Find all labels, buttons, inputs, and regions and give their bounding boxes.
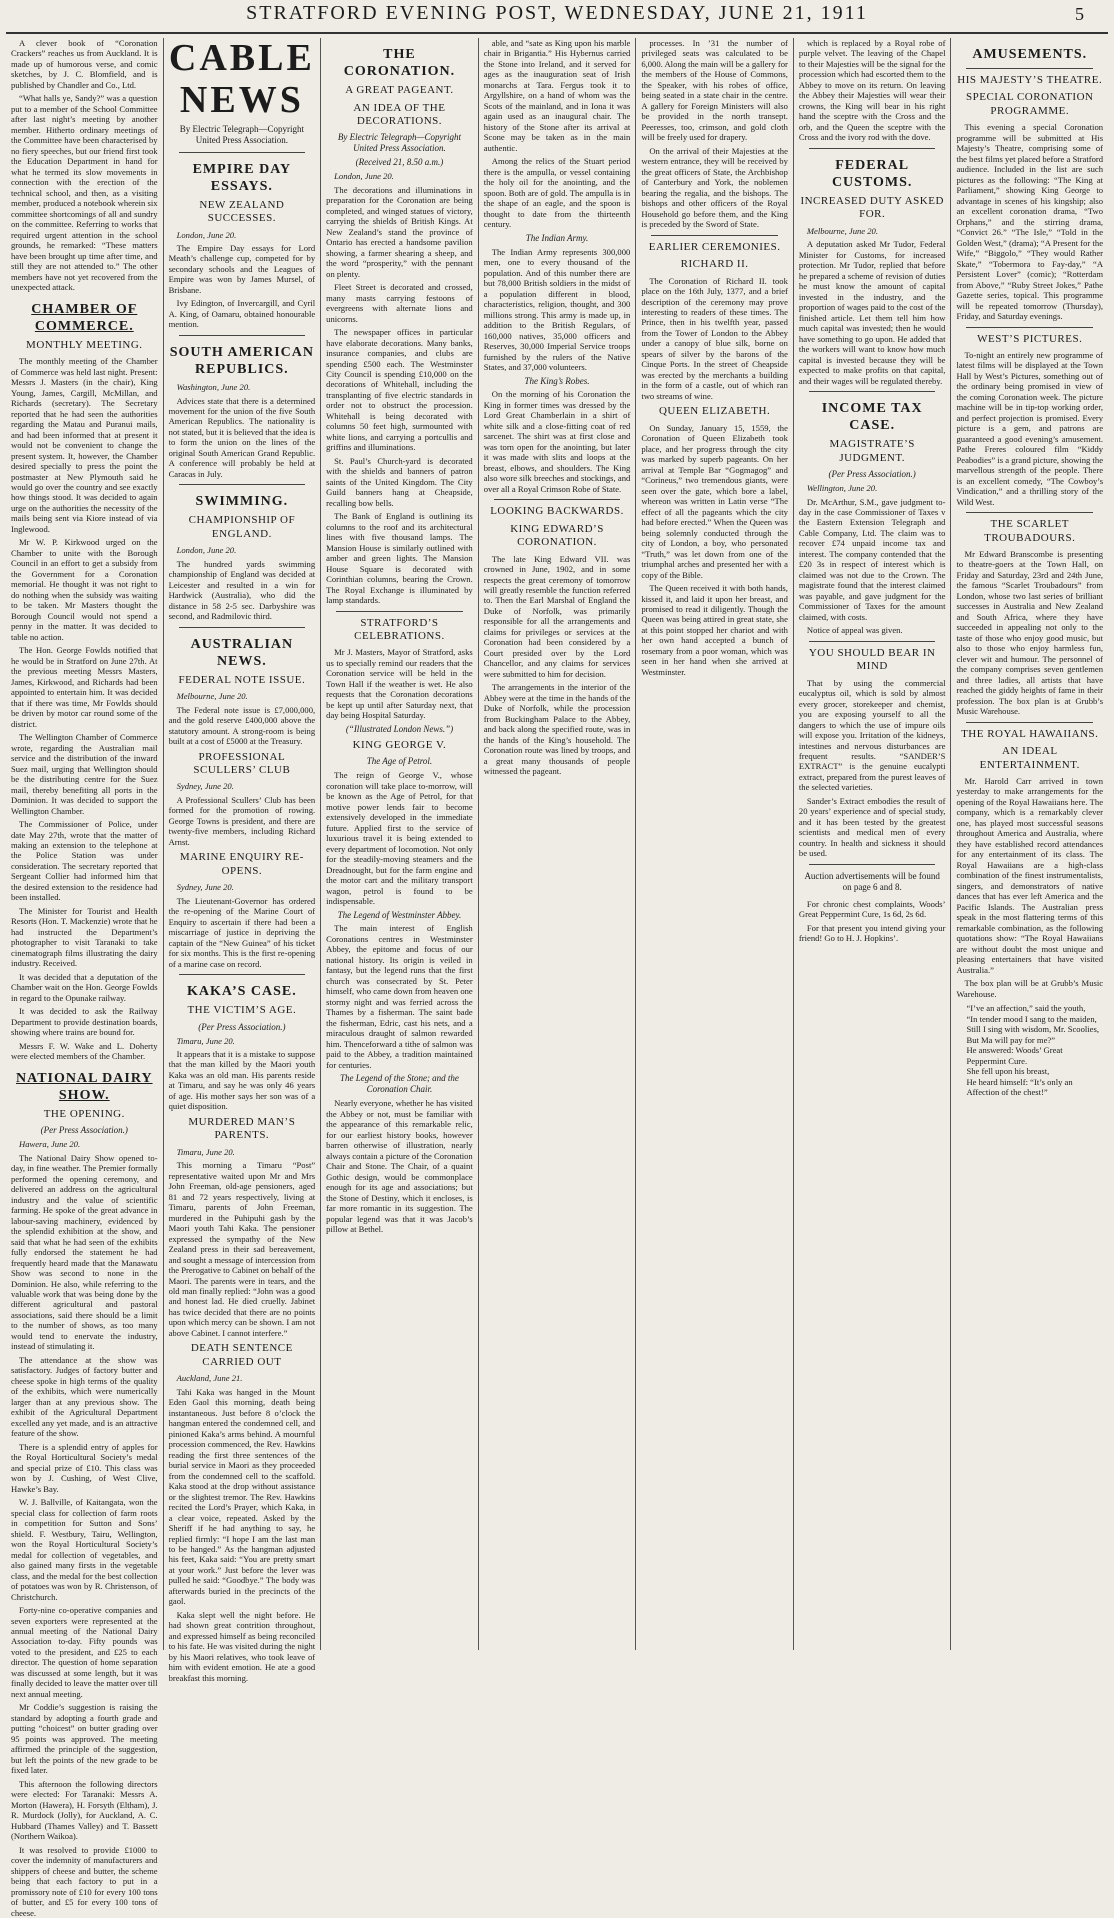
paragraph: The Queen received it with both hands, kissed it, and laid it upon her breast, and promised to read it diligently. Though the Queen was being attired in great state, she at this point stopped her chariot and with her own hand accepted a bunch of rosemary from a poor woman, which was seen in her hand when she arrived at Westminster. xyxy=(641,583,788,677)
article-school-committee: “What halls ye, Sandy?” was a question put to a member of the School Committee after last night’s meeting by another member. Hitherto ordinary meetings of the Committee have been characterised by no fiery speeches, but our friend first took the Education Department in hand for what he termed its slow movements in connection with the erection of the technical school, and then, as a visiting member, produced a notebook wherein six committee shortcomings of all and sundry on the committee. Referring to works that required urgent attention in the school grounds, he remarked: “These matters have been brought up time after time, and still they are not attended to.” The other members have not yet recovered from the unexpected attack. xyxy=(11,93,158,293)
column-7 xyxy=(951,38,1108,1650)
divider xyxy=(966,68,1093,69)
heading-federal-customs: FEDERAL CUSTOMS. xyxy=(831,157,913,190)
subheading: A GREAT PAGEANT. xyxy=(345,84,454,97)
paragraph: The Bank of England is outlining its columns to the roof and its architectural lines with five thousand lamps. The Mansion House is similarly outlined with amber and green lights. The Mansion House Square is decorated with Corinthian columns, bearing the Crown. The Royal Exchange is illuminated by lamp standards. xyxy=(326,511,473,606)
divider xyxy=(966,512,1093,513)
paragraph: That by using the commercial eucalyptus oil, which is sold by almost every grocer, storekeeper and chemist, you are exposing yourself to all the dangers to which the use of impure oils will expose you. Irritation of the kidneys, intestines and nervous disturbances are frequent results. “SANDER’S EXTRACT” is the genuine eucalypti extract, prepared from the purest leaves of the selected varieties. xyxy=(798,677,946,793)
poem-line: “In tender mood I sang to the maiden, xyxy=(966,1013,1097,1024)
dateline: Sydney, June 20. xyxy=(176,781,234,792)
masthead-rule xyxy=(6,32,1108,34)
dateline: Melbourne, June 20. xyxy=(176,691,248,702)
paragraph: To-night an entirely new programme of latest films will be displayed at the Town Hall by West’s Pictures, something out of the ordinary being promised in view of the coming Coronation week. The picture machine will be in tip-top working order, and perfect projection is promised. Every picture is a gem, and patrons are guaranteed a good evening’s amusement. Pathe Freres coloured film “Kiddy Peabodies” is a grand picture, showing the marvellous strength of the people. There is an excellent comedy, “The Cowboy’s Vindication,” and a thrilling story of the Wild West. xyxy=(956,349,1104,507)
paragraph: The Hon. George Fowlds notified that he would be in Stratford on June 27th. At the previous meeting Messrs Masters, James, Kirkwood, and Richards had been appointed to entertain him. It was decided that if there was time, Mr Fowlds should be driven by motor car round some of the district. xyxy=(11,645,158,729)
paragraph: This morning a Timaru “Post” representative waited upon Mr and Mrs John Freeman, old-age pensioners, aged 81 and 72 years respectively, living at Timaru, parents of John Freeman, murdered in the Puhipuhi gash by the Maori youth Tahi Kaka. The pensioner expressed the sympathy of the New Zealand press in their sad bereavement, and sought a message of intercession from the Prerogative to Cabinet on behalf of the Maori. The parents were in tears, and the old man finally replied: “John was a good and honest lad. He died cruelly. Jabinet has twice decided that there are no points upon which mercy can be shown. I am not above Cabinet. I cannot interfere.” xyxy=(168,1160,316,1338)
paragraph: The Coronation of Richard II. took place on the 16th July, 1377, and a brief description of the ceremony may prove interesting to readers of these times. The Prince, then in his twelfth year, passed from the Tower of London to the Abbey under a canopy of blue silk, borne on spears of silver by the barons of the Cinque Ports. In the street of Cheapside was erected by the merchants a building in the form of a castle, out of which ran two streams of wine. xyxy=(641,275,788,401)
paragraph: It appears that it is a mistake to suppose that the man killed by the Maori youth Kaka was an old man. His parents reside at Timaru, and say he was only 46 years of age. His mother says her son was of a quiet disposition. xyxy=(168,1048,316,1112)
heading-income-tax: INCOME TAX CASE. xyxy=(821,401,923,434)
heading-swimming: SWIMMING. xyxy=(195,494,289,510)
poem-line: He answered: Woods’ Great Peppermint Cure. xyxy=(966,1045,1063,1066)
paragraph: The arrangements in the interior of the Abbey were at the time in the hands of the Duke of Norfolk, while the procession from Buckingham Palace to the Abbey, and back along the specified route, was in the hands of the King’s household. The Coronation route was lined by troops, and a great many thousands of people witnessed the pageant. xyxy=(483,682,631,777)
divider xyxy=(966,722,1093,723)
masthead-title: STRATFORD EVENING POST, WEDNESDAY, JUNE 21, 1911 xyxy=(246,1,868,24)
divider xyxy=(809,641,936,642)
paragraph: W. J. Ballville, of Kaitangata, won the special class for collection of farm roots in competition for Sutton and Sons’ shield. F. Westbury, Tairu, Wellington, won the Royal Horticultural Society’s medal for collection of vegetables, and also gained many firsts in the vegetable class, and the medal for the best collection of potatoes was won by R. Christenson, of Christchurch. xyxy=(11,1497,158,1602)
paragraph: The National Dairy Show opened to-day, in fine weather. The Premier formally performed the opening ceremony, and delivered an address on the agricultural industry and the value of scientific farming. He spoke of the great advance in labour-saving machinery, evidenced by the splendid exhibition at the show, and said that what he had seen of the exhibits fully endorsed the statement he had frequently heard made that the Manawatu Show was second to none in the Dominion. He also, while referring to the valuable work that was being done by the different agricultural and pastoral associations, said there should be a limit to the number of shows, as too many would tend to enervate the industry, instead of stimulating it. xyxy=(11,1152,158,1352)
heading-south-america: SOUTH AMERICAN REPUBLICS. xyxy=(169,344,315,377)
subheading: The Age of Petrol. xyxy=(366,756,433,767)
dateline: London, June 20. xyxy=(334,171,394,182)
dateline: Wellington, June 20. xyxy=(806,483,878,494)
paragraph: Ivy Edington, of Invercargill, and Cyril A. King, of Oamaru, obtained honourable mention. xyxy=(168,298,316,330)
column-5 xyxy=(636,38,794,1650)
subheading: HIS MAJESTY’S THEATRE. xyxy=(957,74,1103,87)
heading-cable-news: CABLE NEWS xyxy=(168,37,315,121)
paragraph: The box plan will be at Grubb’s Music Warehouse. xyxy=(956,978,1104,999)
agency: (Per Press Association.) xyxy=(828,469,916,480)
paragraph: Mr Coddie’s suggestion is raising the standard by adopting a fourth grade and putting “choicest” on butter grading over 95 points was approved. The meeting affirmed the principle of the suggestion, but left the points of the new grade to be fixed later. xyxy=(11,1702,158,1776)
dateline: Auckland, June 21. xyxy=(176,1373,243,1384)
article-crackers: A clever book of “Coronation Crackers” reaches us from Auckland. It is made up of humorous verse, and comic sketches, by J. C. Blomfield, and is published by Chandler and Co., Ltd. xyxy=(11,38,158,90)
page-number: 5 xyxy=(1075,4,1086,24)
heading-amusements: AMUSEMENTS. xyxy=(972,47,1088,62)
divider xyxy=(179,974,306,975)
poem-line: She fell upon his breast, xyxy=(966,1066,1050,1077)
heading-coronation: THE CORONATION. xyxy=(343,47,456,80)
subheading: The King’s Robes. xyxy=(524,375,590,386)
masthead xyxy=(0,0,1114,26)
paragraph: The main interest of English Coronations centres in Westminster Abbey, the epitome and focus of our national history. Its origin is veiled in fantasy, but the legend runs that the first church was consecrated by St. Peter himself, who came down from heaven one stormy night and was ferried across the Thames by a fisherman. The saint bade the fisherman, Edric, cast his nets, and a miraculous draught of salmon rewarded him. Thenceforward a tithe of salmon was paid to the Abbey, a tradition maintained for centuries. xyxy=(326,923,473,1070)
subheading: INCREASED DUTY ASKED FOR. xyxy=(800,195,944,221)
heading-marine: MARINE ENQUIRY RE-OPENS. xyxy=(179,851,304,877)
paragraph: There is a splendid entry of apples for the Royal Horticultural Society’s medal and special prize of £10. This class was won by J. Cushing, of West Clive, Hawke’s Bay. xyxy=(11,1441,158,1494)
divider xyxy=(809,148,936,149)
paragraph: The Empire Day essays for Lord Meath’s challenge cup, competed for by secondary schools and the Leagues of Empire was won by James Mursel, of Brisbane. xyxy=(168,242,316,295)
paragraph: Messrs F. W. Wake and L. Doherty were elected members of the Chamber. xyxy=(11,1040,158,1062)
paragraph: which is replaced by a Royal robe of purple velvet. The leaving of the Chapel to their Majesties will be the signal for the procession which had escorted them to the Abbey to move on its return. On leaving the Abbey their Majesties will wear their crowns, the King will bear in his right hand the sceptre with the Cross and the orb, and the Queen the sceptre with the Cross and the ivory rod with the dove. xyxy=(798,38,946,143)
divider xyxy=(809,864,936,865)
subheading-empire: NEW ZEALAND SUCCESSES. xyxy=(199,198,285,225)
paragraph: Kaka slept well the night before. He had shown great contrition throughout, and expressed himself as being reconciled to his fate. He was visited during the night by his Maori relatives, who took leave of him with evident emotion. He ate a good breakfast this morning. xyxy=(168,1609,316,1683)
dateline: Washington, June 20. xyxy=(176,382,251,393)
paragraph: processes. In ’31 the number of privileged seats was calculated to be 6,000. Along the main will be a gallery for the members of the House of Commons, the Speaker, with his robes of office, being seated in a state chair in the centre. A gallery for Foreign Ministers will also be provided in the north transept. Peeresses, too, crimson, and gold cloth will be freely used for drapery. xyxy=(641,38,788,143)
dateline: London, June 20. xyxy=(176,545,237,556)
credit: By Electric Telegraph—Copyright United Press Association. xyxy=(179,123,304,145)
divider xyxy=(651,235,778,236)
paragraph: The attendance at the show was satisfactory. Judges of factory butter and cheese spoke in high terms of the quality of the exhibits, which were numerically larger than at any previous show. The exhibit of the Agricultural Department excelled any yet made, and is an attractive feature of the show. xyxy=(11,1354,158,1439)
source: (“Illustrated London News.”) xyxy=(345,723,454,734)
dateline: Hawera, June 20. xyxy=(19,1139,81,1150)
paragraph: It was resolved to provide £1000 to cover the indemnity of manufacturers and shippers of cheese and butter, the scheme being that each factory to put in a promissory note of £10 for every 100 tons of butter, and £5 for every 100 tons of cheese. xyxy=(11,1844,158,1918)
divider xyxy=(179,152,306,153)
heading-wests: WEST’S PICTURES. xyxy=(977,332,1083,345)
dateline: London, June 20. xyxy=(176,229,237,240)
subheading-chamber: MONTHLY MEETING. xyxy=(26,338,143,351)
paragraph: The Wellington Chamber of Commerce wrote, regarding the Australian mail service and the distribution of the inward Suez mail, urging that Wellington should be the distributing centre for the Suez mail, thereby benefiting all ports in the Dominion. It was decided to support the Wellington Chamber. xyxy=(11,732,158,816)
paragraph: The Indian Army represents 300,000 men, one to every thousand of the population. And of this number there are but 78,000 British soldiers in the midst of a population different in blood, characteristics, religion, thought, and 300 millions strong. This army is made up, in addition to the British Regulars, of 160,000 natives, 35,000 officers and Reserves, 30,000 Imperial Service troops furnished by the rulers of the Native States, and 37,000 volunteers. xyxy=(483,246,631,373)
heading-hawaiians: THE ROYAL HAWAIIANS. xyxy=(961,727,1099,740)
divider xyxy=(809,391,936,392)
poem-line: Still I sing with wisdom, Mr. Scoolies, xyxy=(966,1024,1099,1035)
subheading-australian: FEDERAL NOTE ISSUE. xyxy=(178,673,306,686)
heading-scullers: PROFESSIONAL SCULLERS’ CLUB xyxy=(193,750,291,777)
subheading-kaka: THE VICTIM’S AGE. xyxy=(187,1004,297,1017)
poem-line: He heard himself: “It’s only an xyxy=(966,1076,1073,1087)
paragraph: This evening a special Coronation programme will be submitted at His Majesty’s Theatre, comprising some of the best films yet placed before a Stratford audience. Included in the list are such pictures as the following: “The King at Parliament,” showing King George to advantage in scenes of his kingship; also an excellent coronation drama, “Two Orphans,” and the stirring drama, “Convict 26.” “The Isle,” “Told in the Golden West,” (drama); “A Present for the Wife,” “Biggolo,” “They would Rather Skate,” “Tobermora to Fay-day,” “A Persistent Lover” (comic); “Rotterdam from Above,” “Ruby Street Jokes,” Pathe Gazette series, topical. This programme will be repeated tomorrow (Thursday), Friday, and Saturday evenings. xyxy=(956,122,1104,322)
heading-stratford: STRATFORD’S CELEBRATIONS. xyxy=(354,616,445,643)
paragraph: On Sunday, January 15, 1559, the Coronation of Queen Elizabeth took place, and her progress through the city was marked by superb pageants. On her arrival at Temple Bar “Gogmagog” and “Corineus,” two tremendous giants, were seen over the gate, which bore a label, whereon was written in Latin verse “The effect of all the pageants which the city had before erected.” When the Queen was being solemnly conducted through the city of London, a boy, who personated “Truth,” was let down from one of the triumphal arches and presented her with a copy of the Bible. xyxy=(641,422,788,580)
paragraph: Mr. Harold Carr arrived in town yesterday to make arrangements for the opening of the Royal Hawaiians here. The company, which is a remarkably clever one, has played most successful seasons throughout America and Australia, where they have established record attendances for any entertainment of its class. The Royal Hawaiians are a high-class combination of the finest instrumentalists, singers, and demonstrators of native dances that has ever left America and the Pacific Islands. The Australian press speak in the most flattering terms of this remarkable combination, as the following quotations show: “The Royal Hawaiians are without doubt the most unique and pleasing entertainers that have visited Australia.” xyxy=(956,775,1104,975)
subheading: AN IDEA OF THE DECORATIONS. xyxy=(353,101,446,127)
subheading-swimming: CHAMPIONSHIP OF ENGLAND. xyxy=(188,514,296,540)
ad-chest: For chronic chest complaints, Woods’ Great Peppermint Cure, 1s 6d, 2s 6d. xyxy=(798,898,946,920)
heading-murdered: MURDERED MAN’S PARENTS. xyxy=(188,1115,296,1142)
divider xyxy=(179,627,306,628)
columns xyxy=(6,37,1108,1918)
heading-death-sentence: DEATH SENTENCE CARRIED OUT xyxy=(190,1342,293,1368)
column-1 xyxy=(6,38,164,1918)
paragraph: A deputation asked Mr Tudor, Federal Minister for Customs, for increased protection. Mr Tudor, replied that before he prepared a scheme of revision of duties he must know the amount of capital invested in the industry, and the proportion of wages paid to the cost of the finished article. Let them tell him how much capital was invested; then he would have something to go upon. He added that the workers will want to know how much capital is invested because they will be expected to make profits on that capital, and their wages will be regulated thereby. xyxy=(798,239,946,386)
paragraph: Sander’s Extract embodies the result of 20 years’ experience and of special study, and it has been tested by the greatest scientists and medical men of every country. In health and sickness it should be used. xyxy=(798,795,946,859)
auction-notice: Auction advertisements will be found on page 6 and 8. xyxy=(804,870,940,892)
divider xyxy=(179,484,306,485)
paragraph: Tahi Kaka was hanged in the Mount Eden Gaol this morning, death being instantaneous. Just before 8 o’clock the hangman entered the condemned cell, and pinioned Kaka’s arms behind. A mournful procession commenced, the Rev. Hawkins reading the first three sentences of the burial service in Maori as they proceeded from the condemned cell to the scaffold. Kaka stood at the drop without assistance or the slightest tremor. The Rev. Hawkins recited the Lord’s Prayer, which Kaka, in a clear voice, repeated. Asked by the Sheriff if he had anything to say, he replied firmly: “I hope I am the last man to be hanged.” As the hangman adjusted his feet, Kaka said: “You are pretty smart at your work.” Just before the lever was pulled he said: “Goodbye.” The body was afterwards buried in the precincts of the gaol. xyxy=(168,1386,316,1607)
paragraph: The monthly meeting of the Chamber of Commerce was held last night. Present: Messrs J. Masters (in the chair), King Young, James, Cargill, McMillan, and Richards (secretary). The Secretary reported that he had seen the authorities regarding the Matau and Puranui mails, and had been informed that at present it would not be convenient to change the present system. It, however, the Chamber desired specially to press the point the postmaster at New Plymouth said he would go over the country and see exactly how things stood. It was decided to again urge on the authorities the necessity of the mails being sent via Kiore instead of via Inglewood. xyxy=(11,356,158,534)
paragraph: The decorations and illuminations in preparation for the Coronation are being completed, and winged statues of victory, carrying the shields of British Kings. At New Zealand’s stand the province of Ontario has erected a handsome pavilion showing, a farmer shearing a sheep, and the word “prosperity,” with the pennant on plenty. xyxy=(326,184,473,279)
heading-chamber: CHAMBER OF COMMERCE. xyxy=(31,301,138,334)
dateline: Timaru, June 20. xyxy=(176,1146,235,1157)
subheading: The Indian Army. xyxy=(525,232,589,243)
poem-line: But Ma will pay for me?” xyxy=(966,1034,1056,1045)
paragraph: Nearly everyone, whether he has visited the Abbey or not, must be familiar with the appearance of this remarkable relic, for our earliest history books, however barren otherwise of illustration, nearly always contain a picture of the Coronation Chair and Stone. The Chair, of a quaint Gothic design, would be commonplace enough for its age and associations; but the Stone of Destiny, which it encloses, is far more romantic in its suggestion. The popular legend was that it was Jacob’s pillow at Bethel. xyxy=(326,1098,473,1234)
paragraph: The Commissioner of Police, under date May 27th, wrote that the matter of making an extension to the telephone at the Police Station was under consideration. The secretary reported that Sergeant Collier had informed him that the desired extension to the residence had been installed. xyxy=(11,819,158,903)
subheading: RICHARD II. xyxy=(680,258,749,271)
heading-dairy: NATIONAL DAIRY SHOW. xyxy=(16,1070,153,1103)
subheading-dairy: THE OPENING. xyxy=(43,1107,125,1120)
heading-australian: AUSTRALIAN NEWS. xyxy=(190,636,294,669)
heading-empire: EMPIRE DAY ESSAYS. xyxy=(192,161,292,194)
received: (Received 21, 8.50 a.m.) xyxy=(355,157,444,168)
subheading: The Legend of the Stone; and the Coronation Chair. xyxy=(339,1073,459,1095)
subheading: MAGISTRATE’S JUDGMENT. xyxy=(829,438,915,464)
paragraph: The Minister for Tourist and Health Resorts (Hon. T. Mackenzie) wrote that he had instructed the Department’s photographer to visit Taranaki to take cinematograph films illustrating the dairy industry. Received. xyxy=(11,905,158,969)
divider xyxy=(966,327,1093,328)
poem-line: Affection of the chest!” xyxy=(966,1087,1048,1097)
agency: (Per Press Association.) xyxy=(40,1125,128,1136)
paragraph: Mr Edward Branscombe is presenting to theatre-goers at the Town Hall, on Friday and Saturday, 23rd and 24th June, the famous “Scarlet Troubadours” from London, whose two last series of brilliant successes in Australia and New Zealand and South Africa, where they have succeeded in appealing not only to the taste of those who enjoy good music, but also to those who enjoy harmless fun, clever wit and humour. The personnel of the company comprises seven gentlemen and three ladies, all artists that have reached the giddy heights of fame in their profession. The box plan is at Grubb’s Music Warehouse. xyxy=(956,548,1104,717)
agency: (Per Press Association.) xyxy=(198,1021,286,1032)
heading-bear-in-mind: YOU SHOULD BEAR IN MIND xyxy=(808,646,936,673)
column-4 xyxy=(479,38,637,1650)
paragraph: Mr J. Masters, Mayor of Stratford, asks us to specially remind our readers that the Coronation service will be held in the Town Hall if the weather is wet. He also requests that the Coronation decorations be kept up until after Saturday next, that day being Hospital Saturday. xyxy=(326,647,473,721)
dateline: Sydney, June 20. xyxy=(176,882,234,893)
heading-earlier-ceremonies: EARLIER CEREMONIES. xyxy=(648,240,781,253)
heading-looking-backwards: LOOKING BACKWARDS. xyxy=(490,505,624,518)
paragraph: Among the relics of the Stuart period there is the ampulla, or vessel containing the holy oil for the anointing, and the spoon. Both are of gold. The ampulla is in the shape of an eagle, and the spoon is thought to date from the thirteenth century. xyxy=(483,156,631,230)
paragraph: The newspaper offices in particular have elaborate decorations. Many banks, insurance companies, and clubs are spending £500 each. The Westminster City Council is spending £10,000 on the decorations of Whitehall, including the transplanting of five electric standards in order not to obstruct the procession. Whitehall is being decorated with columns 50 feet high, surmounted with white lions, and carrying a portcullis and griffins and illuminations. xyxy=(326,327,473,453)
paragraph: Mr W. P. Kirkwood urged on the Chamber to unite with the Borough Council in an effort to get a subsidy from the Government for a Coronation memorial. He thought it was not right to do nothing when the subsidy was waiting to be taken. Mr Masters thought the Borough Council would not spend a penny in the matter. It was decided to table no action. xyxy=(11,537,158,642)
paragraph: The late King Edward VII. was crowned in June, 1902, and in some respects the great ceremony of tomorrow will greatly resemble the function referred to. Then the Earl Marshal of England the Duke of Norfolk, was primarily responsible for all the arrangements and claims for privileges or services at the Coronation had been considered by a Court presided over by the Lord Chancellor, and any claims for services were submitted to him for decision. xyxy=(483,553,631,679)
paragraph: The Federal note issue is £7,000,000, and the gold reserve £400,000 above the statutory amount. A strong-room is being built at a cost of £5000 at the Treasury. xyxy=(168,704,316,747)
paragraph: On the morning of his Coronation the King in former times was dressed by the Lord Great Chamberlain in a shirt of white silk and a close-fitting coat of red sarcenet. The shirt was at first close and was torn open for the anointing, but later it was made with slits and loops at the breast, elbows, and shoulders. The King also wore silk breeches and stockings, and over all a Royal Crimson Robe of State. xyxy=(483,389,631,494)
column-2 xyxy=(164,37,322,1683)
paragraph: A Professional Scullers’ Club has been formed for the promotion of rowing. George Towns is president, and there are twenty-five members, including Richard Arnst. xyxy=(168,794,316,847)
paragraph: Notice of appeal was given. xyxy=(806,625,903,636)
paragraph: The hundred yards swimming championship of England was decided at Leicester and resulted in a win for Hardwick (Australia), who did the distance in 58 2-5 sec. Darbyshire was second, and Radmilovic third. xyxy=(168,558,316,622)
column-3 xyxy=(321,38,479,1650)
subheading: The Legend of Westminster Abbey. xyxy=(337,909,462,920)
dateline: Melbourne, June 20. xyxy=(806,225,879,236)
paragraph: This afternoon the following directors were elected: For Taranaki: Messrs A. Morton (Hawera), H. Forsyth (Eltham), J. R. Murdock (Jolly), for Auckland, A. C. Hubbard (Thames Valley) and T. Bassett (Northern Waikoa). xyxy=(11,1778,158,1842)
heading-kaka: KAKA’S CASE. xyxy=(186,984,297,1000)
subheading: SPECIAL CORONATION PROGRAMME. xyxy=(966,91,1094,117)
column-6 xyxy=(794,38,952,1650)
credit: By Electric Telegraph—Copyright United Press Association. xyxy=(337,132,462,154)
paragraph: On the arrival of their Majesties at the western entrance, they will be received by the great officers of State, the Archbishop of Canterbury and York, the noblemen bearing the regalia, and the bishops. The bishops and other officers of the Royal Household go before them, and the King is preceded by the Sword of State. xyxy=(641,145,788,230)
divider xyxy=(494,499,621,500)
paragraph: Dr. McArthur, S.M., gave judgment to-day in the case Commissioner of Taxes v the Eastern Extension Telegraph and Cable Company, Ltd. The claim was to recover £74 unpaid income tax and interest. The company contended that the £20 3s in respect of interest which is claimed was not due to the Crown. The magistrate found that the interest claimed was payable, and gave judgment for the Commissioner of Taxes for the amount claimed, with costs. xyxy=(798,496,946,622)
paragraph: The Lieutenant-Governor has ordered the re-opening of the Marine Court of Enquiry to ascertain if there had been a miscarriage of justice in depriving the captain of the “New Guinea” of his ticket for six months. This is the first re-opening of a marine case on record. xyxy=(168,895,316,969)
divider xyxy=(179,335,306,336)
paragraph: It was decided that a deputation of the Chamber wait on the Hon. George Fowlds in regard to the Opunake railway. xyxy=(11,971,158,1003)
divider xyxy=(336,611,463,612)
subheading: AN IDEAL ENTERTAINMENT. xyxy=(979,745,1080,771)
subheading: QUEEN ELIZABETH. xyxy=(658,405,771,418)
paragraph: The reign of George V., whose coronation will take place to-morrow, will be known as the Age of Petrol, for that motive power lends fair to become extensively developed in the immediate future. Applied first to the service of luxurious travel it is being extended to every department of locomotion. Not only for the steadily-moving steamers and the Dreadnought, but for the farm engine and the motor cart and the military transport wagon, petrol is found to be indispensable. xyxy=(326,770,473,907)
paragraph: able, and “sate as King upon his marble chair in Brigantia.” His Hybernus carried the Stone into Ireland, and it served for ages as the inauguration seat of Irish monarchs at Tara. Fergus took it to Argyllshire, on a hand of whom was the Scots of the mainland, and in Iona it was again used as an inaugural chair. The history of the Stone after its arrival at Scone may be taken as in the main authentic. xyxy=(483,38,631,153)
subheading: KING EDWARD’S CORONATION. xyxy=(510,522,604,549)
heading-scarlet: THE SCARLET TROUBADOURS. xyxy=(984,518,1076,544)
paragraph: St. Paul’s Church-yard is decorated with the shields and banners of patron saints of the United Kingdom. The City Guild banners hang at Cheapside, recalling bow bells. xyxy=(326,455,473,508)
dateline: Timaru, June 20. xyxy=(176,1035,235,1046)
paragraph: Fleet Street is decorated and crossed, many masts carrying festoons of evergreens with alternate lions and unicorns. xyxy=(326,282,473,324)
ad-present: For that present you intend giving your friend! Go to H. J. Hopkins’. xyxy=(798,922,946,944)
poem-line: “I’ve an affection,” said the youth, xyxy=(966,1003,1086,1014)
paragraph: Advices state that there is a determined movement for the union of the five South American Republics. The nationality is not stated, but it is believed that the idea is to form the union on the lines of the original South American Grand Republic. A conference will probably be held at Caracas in July. xyxy=(168,395,316,479)
paragraph: Forty-nine co-operative companies and seven exporters were represented at the annual meeting of the National Dairy Association to-day. Fifty pounds was voted to the president, and £25 to each director. The question of home separation was discussed at some length, but it was finally decided to leave the matter over till next annual meeting. xyxy=(11,1605,158,1699)
paragraph: It was decided to ask the Railway Department to provide destination boards, showing where trains are bound for. xyxy=(11,1006,158,1038)
poem xyxy=(966,1003,1103,1097)
heading-king-george: KING GEORGE V. xyxy=(352,738,447,751)
